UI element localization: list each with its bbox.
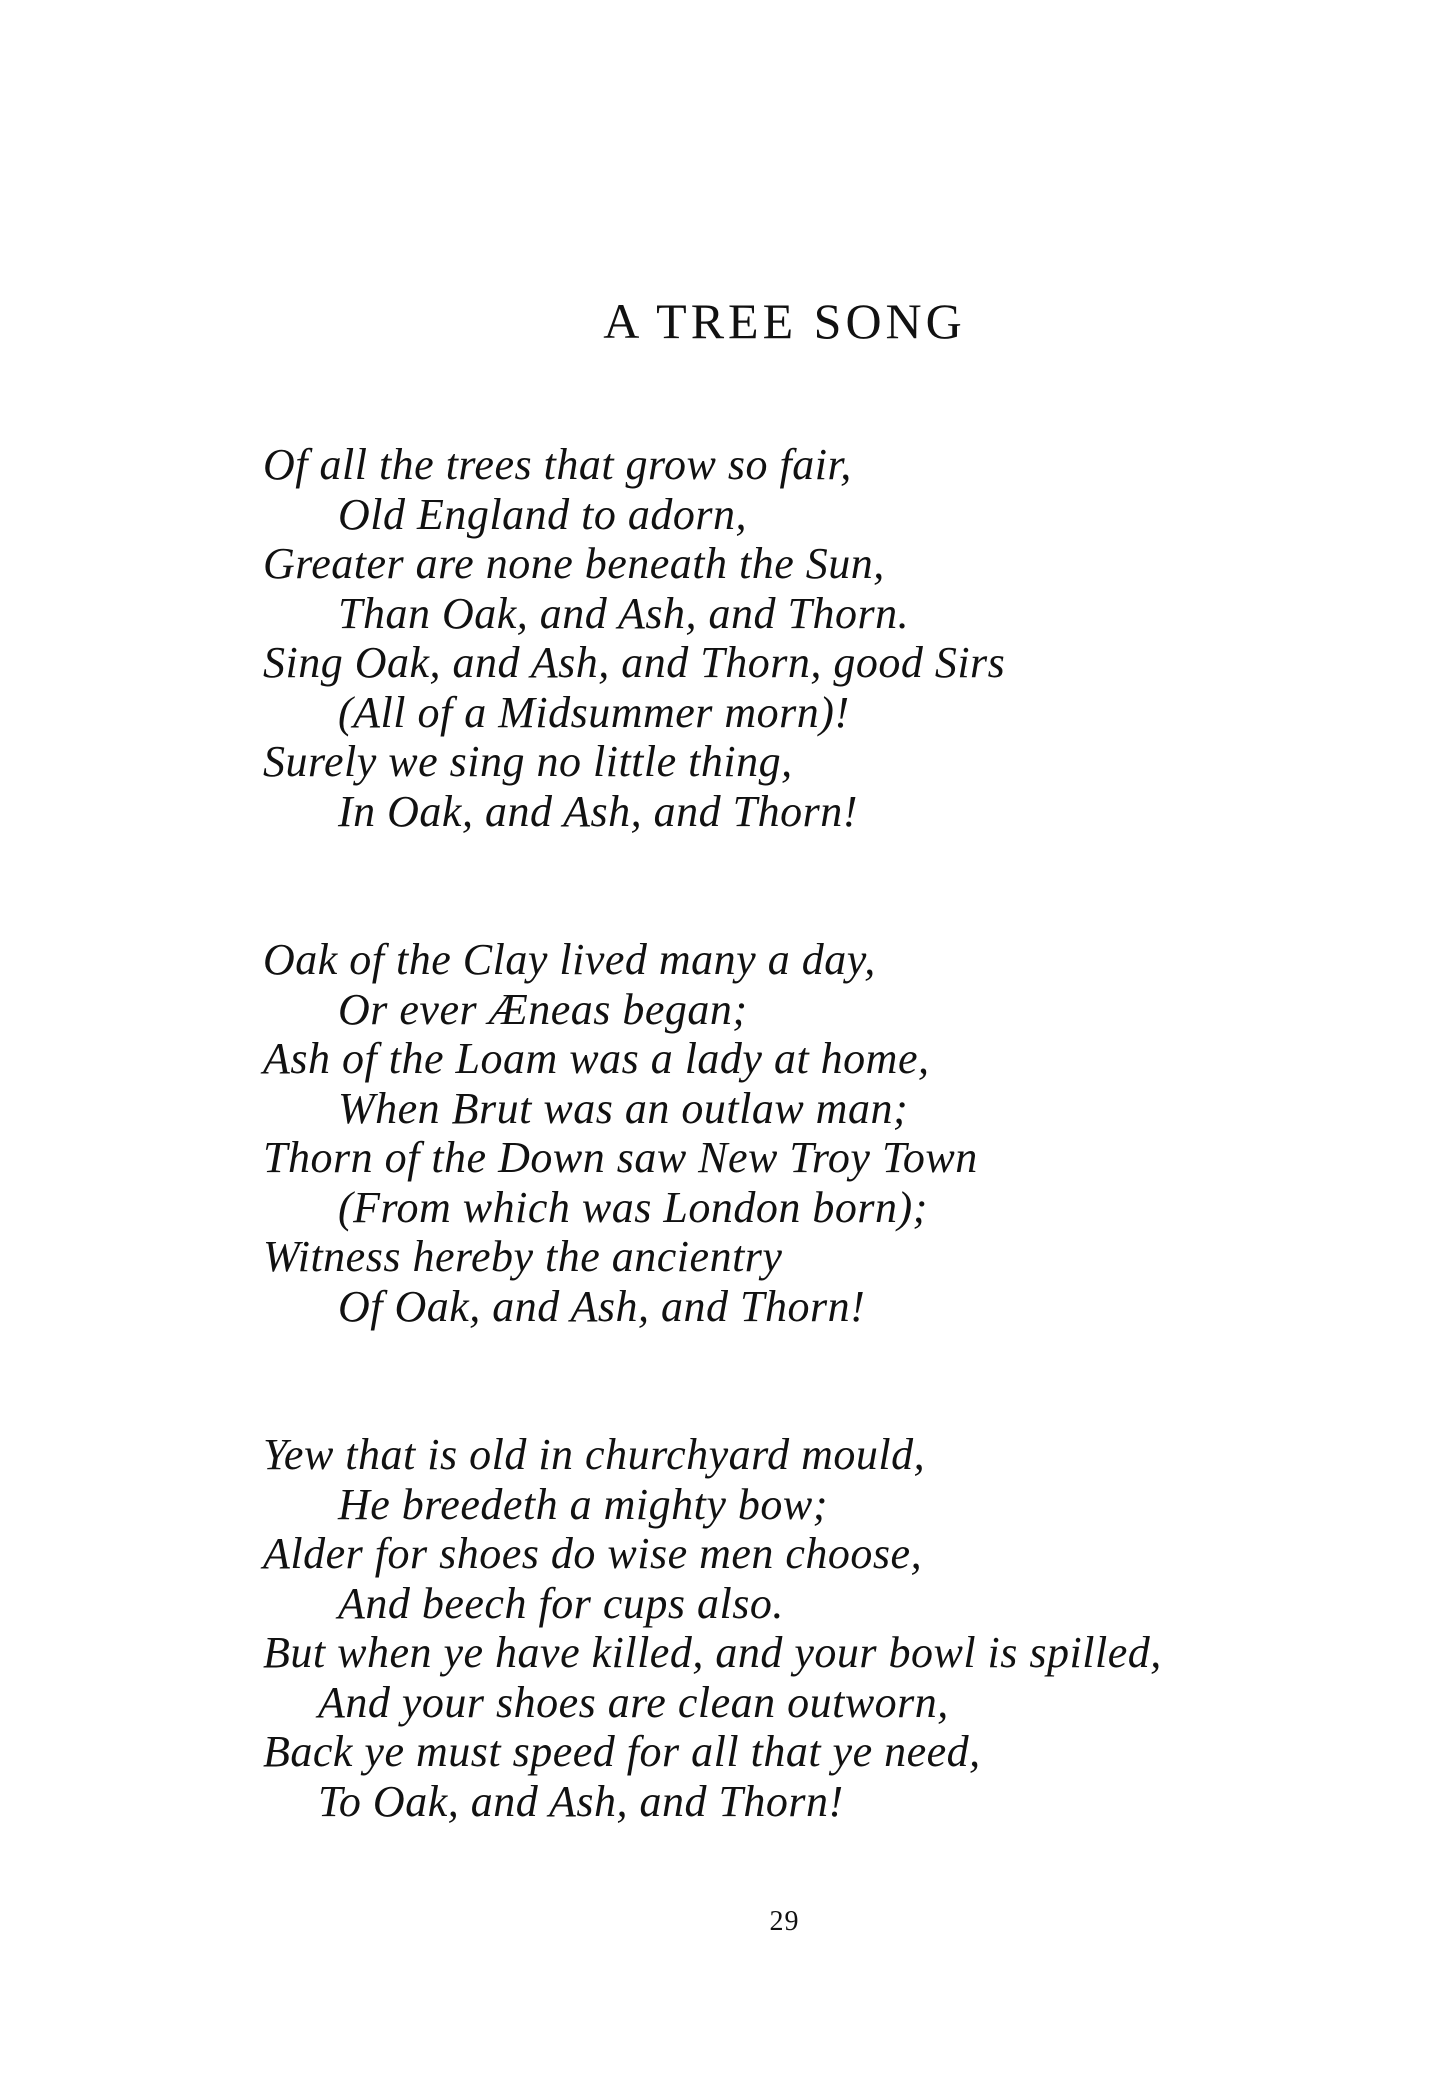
poem-line: Or ever Æneas began;: [338, 984, 748, 1034]
page-number: 29: [769, 1906, 800, 1937]
poem-line: Of Oak, and Ash, and Thorn!: [338, 1281, 866, 1331]
poem-line: To Oak, and Ash, and Thorn!: [318, 1776, 844, 1826]
poem-line: When Brut was an outlaw man;: [338, 1083, 909, 1133]
poem-line: Back ye must speed for all that ye need,: [263, 1727, 981, 1776]
poem-line: Thorn of the Down saw New Troy Town: [263, 1133, 978, 1182]
poem-line: In Oak, and Ash, and Thorn!: [338, 786, 858, 836]
poem-line: He breedeth a mighty bow;: [338, 1479, 828, 1529]
stanza-3: [263, 1430, 1162, 1826]
poem-title: A TREE SONG: [603, 293, 966, 349]
stanza-1: [263, 440, 1005, 836]
poem-line: (From which was London born);: [338, 1182, 928, 1232]
poem-line: And beech for cups also.: [338, 1578, 784, 1628]
poem-line: Sing Oak, and Ash, and Thorn, good Sirs: [263, 638, 1006, 687]
stanza-2: [263, 935, 978, 1331]
poem-line: Ash of the Loam was a lady at home,: [263, 1034, 930, 1083]
poem-line: But when ye have killed, and your bowl is spilled,: [263, 1628, 1162, 1677]
poem-line: Of all the trees that grow so fair,: [263, 440, 852, 489]
poem-line: Than Oak, and Ash, and Thorn.: [338, 588, 910, 638]
poem-line: And your shoes are clean outworn,: [318, 1677, 949, 1727]
poem-line: Witness hereby the ancientry: [263, 1232, 783, 1281]
poem-line: Oak of the Clay lived many a day,: [263, 935, 876, 984]
poem-line: Greater are none beneath the Sun,: [263, 539, 885, 588]
poem-line: Surely we sing no little thing,: [263, 737, 793, 786]
poem-line: (All of a Midsummer morn)!: [338, 687, 850, 737]
poem-line: Yew that is old in churchyard mould,: [263, 1430, 926, 1479]
poem-line: Old England to adorn,: [338, 489, 747, 539]
poem-line: Alder for shoes do wise men choose,: [263, 1529, 923, 1578]
